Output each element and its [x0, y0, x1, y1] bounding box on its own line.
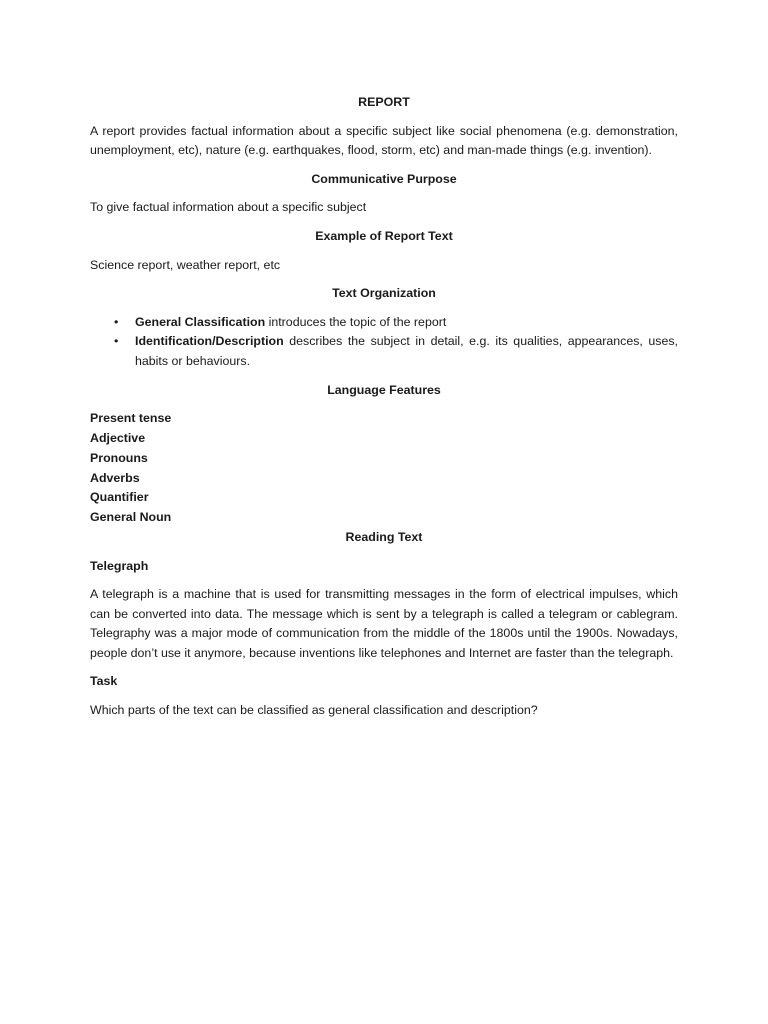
task-heading: Task — [90, 674, 118, 689]
language-features-list — [90, 409, 678, 528]
bullet-icon: • — [114, 314, 119, 329]
communicative-purpose-heading: Communicative Purpose — [311, 171, 457, 186]
list-item: Quantifier — [90, 490, 149, 505]
reading-text-body: A telegraph is a machine that is used for transmitting messages in the form of electrical impulses, which can be converted into data. The message which is sent by a telegraph is called a telegram or cablegram. Telegraphy was a major mode of communication from the middle of the 1800s until the 1900s. Nowadays, people don’t use it anymore, because inventions like telephones and Internet are faster than the telegraph. — [90, 587, 678, 660]
document-page — [90, 93, 678, 721]
list-item: General Noun — [90, 510, 172, 525]
text-organization-heading: Text Organization — [332, 286, 436, 301]
communicative-purpose-text: To give factual information about a specific subject — [90, 200, 367, 215]
list-item: Pronouns — [90, 450, 148, 465]
bullet-icon: • — [114, 334, 119, 349]
list-item: Present tense — [90, 411, 172, 426]
list-item: Adverbs — [90, 470, 140, 485]
task-question: Which parts of the text can be classified as general classification and description? — [90, 703, 538, 718]
reading-text-title: Telegraph — [90, 558, 149, 573]
list-item-description: describes the subject in detail, e.g. its qualities, appearances, uses, habits or behaviours. — [135, 334, 678, 368]
list-item: Adjective — [90, 430, 146, 445]
intro-paragraph: A report provides factual information about a specific subject like social phenomena (e.g. demonstration, unemployment, etc), nature (e.g. earthquakes, flood, storm, etc) and man-made things (e.g. invention). — [90, 123, 678, 158]
list-item-term: Identification/Description — [135, 334, 284, 349]
document-title: REPORT — [358, 95, 410, 109]
example-heading: Example of Report Text — [315, 228, 453, 243]
list-item-term: General Classification — [135, 314, 266, 329]
list-item-description: introduces the topic of the report — [265, 314, 447, 329]
text-organization-list — [90, 313, 678, 372]
example-text: Science report, weather report, etc — [90, 257, 281, 272]
list-item — [90, 313, 678, 333]
language-features-heading: Language Features — [327, 382, 441, 397]
reading-text-heading: Reading Text — [345, 529, 423, 544]
list-item — [90, 332, 678, 371]
